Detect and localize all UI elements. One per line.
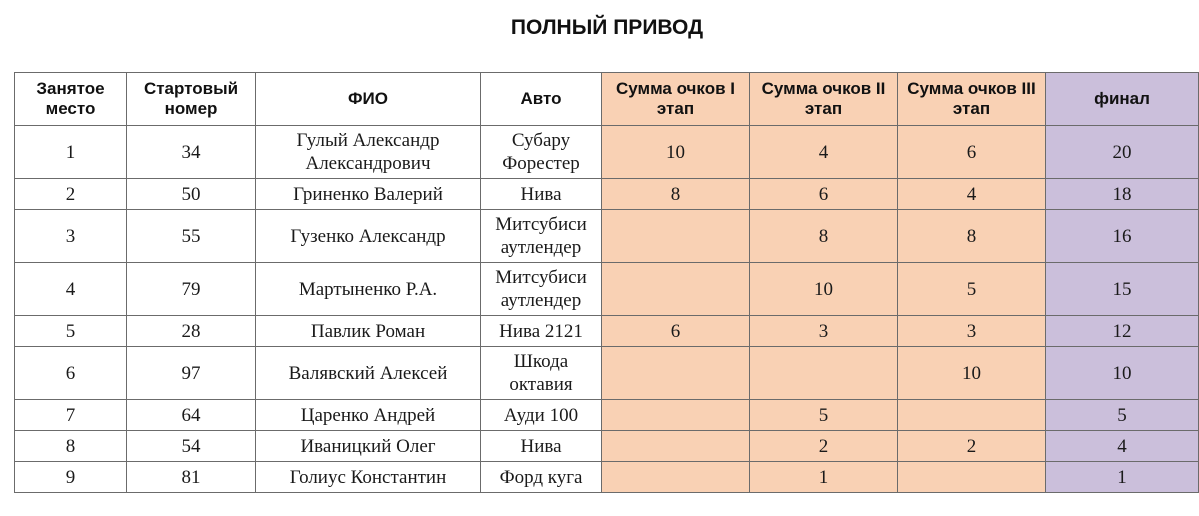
cell-start-number: 54 <box>127 431 256 462</box>
table-row <box>15 210 1199 263</box>
cell-car: Митсубиси аутлендер <box>481 263 602 316</box>
cell-name: Валявский Алексей <box>256 347 481 400</box>
results-table <box>14 72 1199 493</box>
cell-name: Гриненко Валерий <box>256 179 481 210</box>
header-stage2: Сумма очков II этап <box>750 73 898 126</box>
cell-stage1 <box>602 347 750 400</box>
header-row <box>15 73 1199 126</box>
cell-car: Митсубиси аутлендер <box>481 210 602 263</box>
cell-stage2: 3 <box>750 316 898 347</box>
cell-place: 2 <box>15 179 127 210</box>
cell-car: Форд куга <box>481 462 602 493</box>
cell-car: Шкода октавия <box>481 347 602 400</box>
cell-place: 6 <box>15 347 127 400</box>
cell-stage2: 4 <box>750 126 898 179</box>
cell-name: Гулый Александр Александрович <box>256 126 481 179</box>
cell-stage1: 8 <box>602 179 750 210</box>
cell-place: 7 <box>15 400 127 431</box>
table-row <box>15 400 1199 431</box>
table-row <box>15 263 1199 316</box>
cell-stage1 <box>602 210 750 263</box>
table-row <box>15 347 1199 400</box>
cell-car: Нива 2121 <box>481 316 602 347</box>
cell-final: 10 <box>1046 347 1199 400</box>
cell-car: Нива <box>481 179 602 210</box>
header-car: Авто <box>481 73 602 126</box>
cell-place: 9 <box>15 462 127 493</box>
table-row <box>15 126 1199 179</box>
cell-stage3: 4 <box>898 179 1046 210</box>
cell-car: Ауди 100 <box>481 400 602 431</box>
cell-place: 4 <box>15 263 127 316</box>
cell-stage2 <box>750 347 898 400</box>
cell-start-number: 50 <box>127 179 256 210</box>
cell-name: Мартыненко Р.А. <box>256 263 481 316</box>
table-row <box>15 316 1199 347</box>
table-row <box>15 431 1199 462</box>
cell-start-number: 97 <box>127 347 256 400</box>
cell-stage2: 10 <box>750 263 898 316</box>
cell-stage2: 6 <box>750 179 898 210</box>
cell-stage3: 2 <box>898 431 1046 462</box>
cell-stage1: 10 <box>602 126 750 179</box>
cell-name: Гузенко Александр <box>256 210 481 263</box>
cell-stage2: 2 <box>750 431 898 462</box>
cell-stage2: 1 <box>750 462 898 493</box>
cell-start-number: 79 <box>127 263 256 316</box>
cell-stage3 <box>898 400 1046 431</box>
cell-final: 18 <box>1046 179 1199 210</box>
cell-final: 12 <box>1046 316 1199 347</box>
header-place: Занятое место <box>15 73 127 126</box>
cell-place: 5 <box>15 316 127 347</box>
cell-stage2: 5 <box>750 400 898 431</box>
cell-stage1 <box>602 431 750 462</box>
cell-stage3: 3 <box>898 316 1046 347</box>
table-row <box>15 179 1199 210</box>
cell-final: 20 <box>1046 126 1199 179</box>
cell-name: Павлик Роман <box>256 316 481 347</box>
page-title: ПОЛНЫЙ ПРИВОД <box>510 16 704 39</box>
cell-stage3 <box>898 462 1046 493</box>
cell-name: Голиус Константин <box>256 462 481 493</box>
table-row <box>15 462 1199 493</box>
cell-name: Царенко Андрей <box>256 400 481 431</box>
cell-stage2: 8 <box>750 210 898 263</box>
cell-stage3: 8 <box>898 210 1046 263</box>
cell-start-number: 28 <box>127 316 256 347</box>
header-stage3: Сумма очков III этап <box>898 73 1046 126</box>
cell-stage1 <box>602 400 750 431</box>
cell-place: 1 <box>15 126 127 179</box>
cell-place: 3 <box>15 210 127 263</box>
cell-name: Иваницкий Олег <box>256 431 481 462</box>
header-start-number: Стартовый номер <box>127 73 256 126</box>
cell-start-number: 55 <box>127 210 256 263</box>
cell-stage3: 6 <box>898 126 1046 179</box>
cell-start-number: 81 <box>127 462 256 493</box>
header-final: финал <box>1046 73 1199 126</box>
cell-stage3: 10 <box>898 347 1046 400</box>
cell-final: 15 <box>1046 263 1199 316</box>
cell-stage1: 6 <box>602 316 750 347</box>
header-stage1: Сумма очков I этап <box>602 73 750 126</box>
cell-car: Субару Форестер <box>481 126 602 179</box>
cell-start-number: 34 <box>127 126 256 179</box>
cell-car: Нива <box>481 431 602 462</box>
cell-final: 1 <box>1046 462 1199 493</box>
cell-stage3: 5 <box>898 263 1046 316</box>
cell-start-number: 64 <box>127 400 256 431</box>
cell-final: 4 <box>1046 431 1199 462</box>
cell-stage1 <box>602 263 750 316</box>
cell-final: 16 <box>1046 210 1199 263</box>
cell-place: 8 <box>15 431 127 462</box>
results-body <box>15 126 1199 493</box>
cell-final: 5 <box>1046 400 1199 431</box>
header-name: ФИО <box>256 73 481 126</box>
cell-stage1 <box>602 462 750 493</box>
